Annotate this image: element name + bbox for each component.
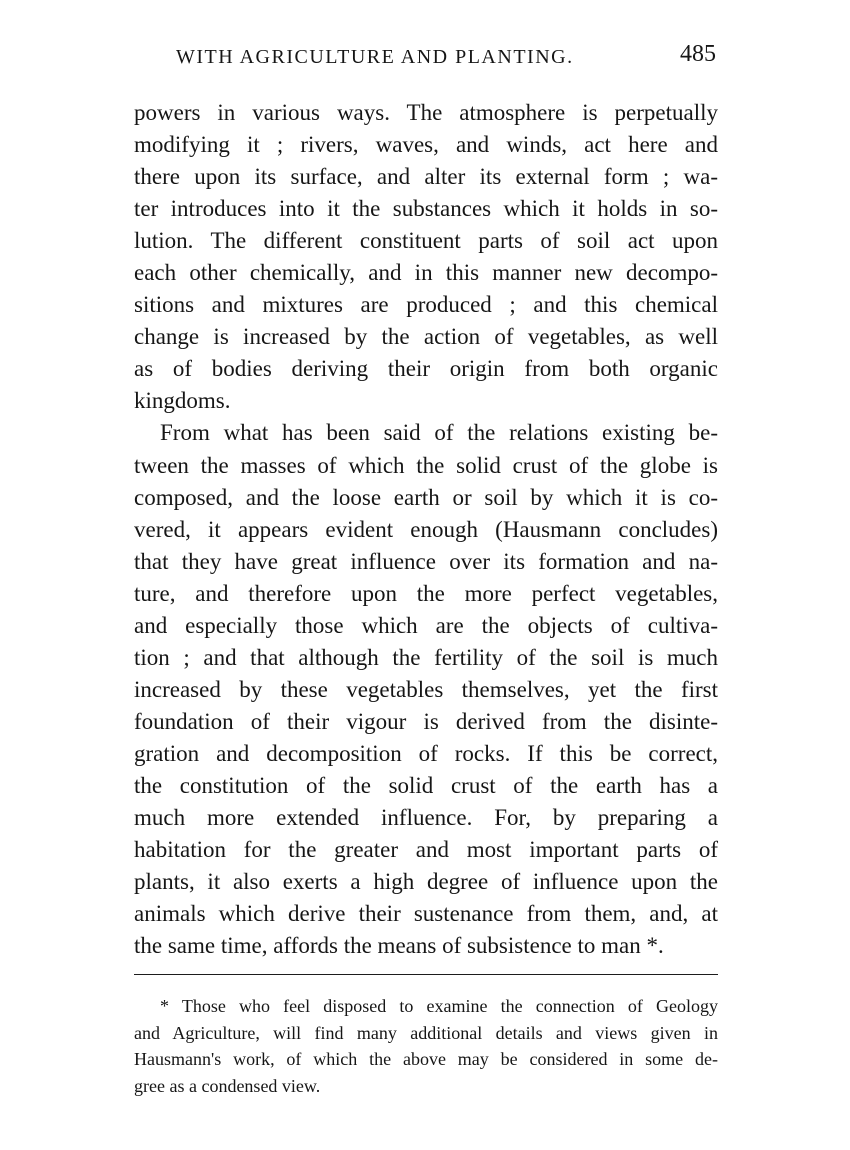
text-line: sitions and mixtures are produced ; and this chemical xyxy=(134,292,718,318)
page-number: 485 xyxy=(680,41,716,67)
text-line: ter introduces into it the substances which it holds in so- xyxy=(134,196,718,222)
text-line: modifying it ; rivers, waves, and winds, act here and xyxy=(134,132,718,158)
footnote-line: gree as a condensed view. xyxy=(134,1075,321,1096)
text-line: each other chemically, and in this manner new decompo- xyxy=(134,260,718,286)
text-line: that they have great influence over its formation and na- xyxy=(134,548,718,574)
text-line: composed, and the loose earth or soil by which it is co- xyxy=(134,484,718,510)
text-line: gration and decomposition of rocks. If this be correct, xyxy=(134,740,718,766)
running-head xyxy=(176,42,716,72)
text-line: kingdoms. xyxy=(134,388,231,414)
text-line: there upon its surface, and alter its external form ; wa- xyxy=(134,164,718,190)
text-line: lution. The different constituent parts of soil act upon xyxy=(134,228,718,254)
text-line: the same time, affords the means of subsistence to man *. xyxy=(134,933,664,959)
text-line: the constitution of the solid crust of the earth has a xyxy=(134,772,718,798)
text-line: change is increased by the action of vegetables, as well xyxy=(134,324,718,350)
paragraph-first-line: From what has been said of the relations existing be- xyxy=(160,420,718,446)
text-line: animals which derive their sustenance from them, and, at xyxy=(134,901,718,927)
text-line: foundation of their vigour is derived from the disinte- xyxy=(134,708,718,734)
footnote-divider xyxy=(134,974,718,975)
main-text xyxy=(134,97,718,962)
text-line: tion ; and that although the fertility of the soil is much xyxy=(134,644,718,670)
running-title: WITH AGRICULTURE AND PLANTING. xyxy=(176,46,574,68)
text-line: habitation for the greater and most important parts of xyxy=(134,837,718,863)
footnote-line: and Agriculture, will find many additional details and views given in xyxy=(134,1022,718,1043)
footnote xyxy=(134,993,718,1099)
text-line: as of bodies deriving their origin from both organic xyxy=(134,356,718,382)
text-line: increased by these vegetables themselves, yet the first xyxy=(134,676,718,702)
footnote-line: * Those who feel disposed to examine the connection of Geology xyxy=(160,996,718,1016)
text-line: tween the masses of which the solid crust of the globe is xyxy=(134,452,718,478)
text-line: vered, it appears evident enough (Hausmann concludes) xyxy=(134,516,718,542)
text-line: powers in various ways. The atmosphere is perpetually xyxy=(134,100,718,125)
text-line: much more extended influence. For, by preparing a xyxy=(134,805,718,831)
text-line: plants, it also exerts a high degree of influence upon the xyxy=(134,869,718,895)
text-line: ture, and therefore upon the more perfect vegetables, xyxy=(134,580,718,606)
footnote-line: Hausmann's work, of which the above may be considered in some de- xyxy=(134,1049,718,1069)
text-line: and especially those which are the objects of cultiva- xyxy=(134,612,718,638)
